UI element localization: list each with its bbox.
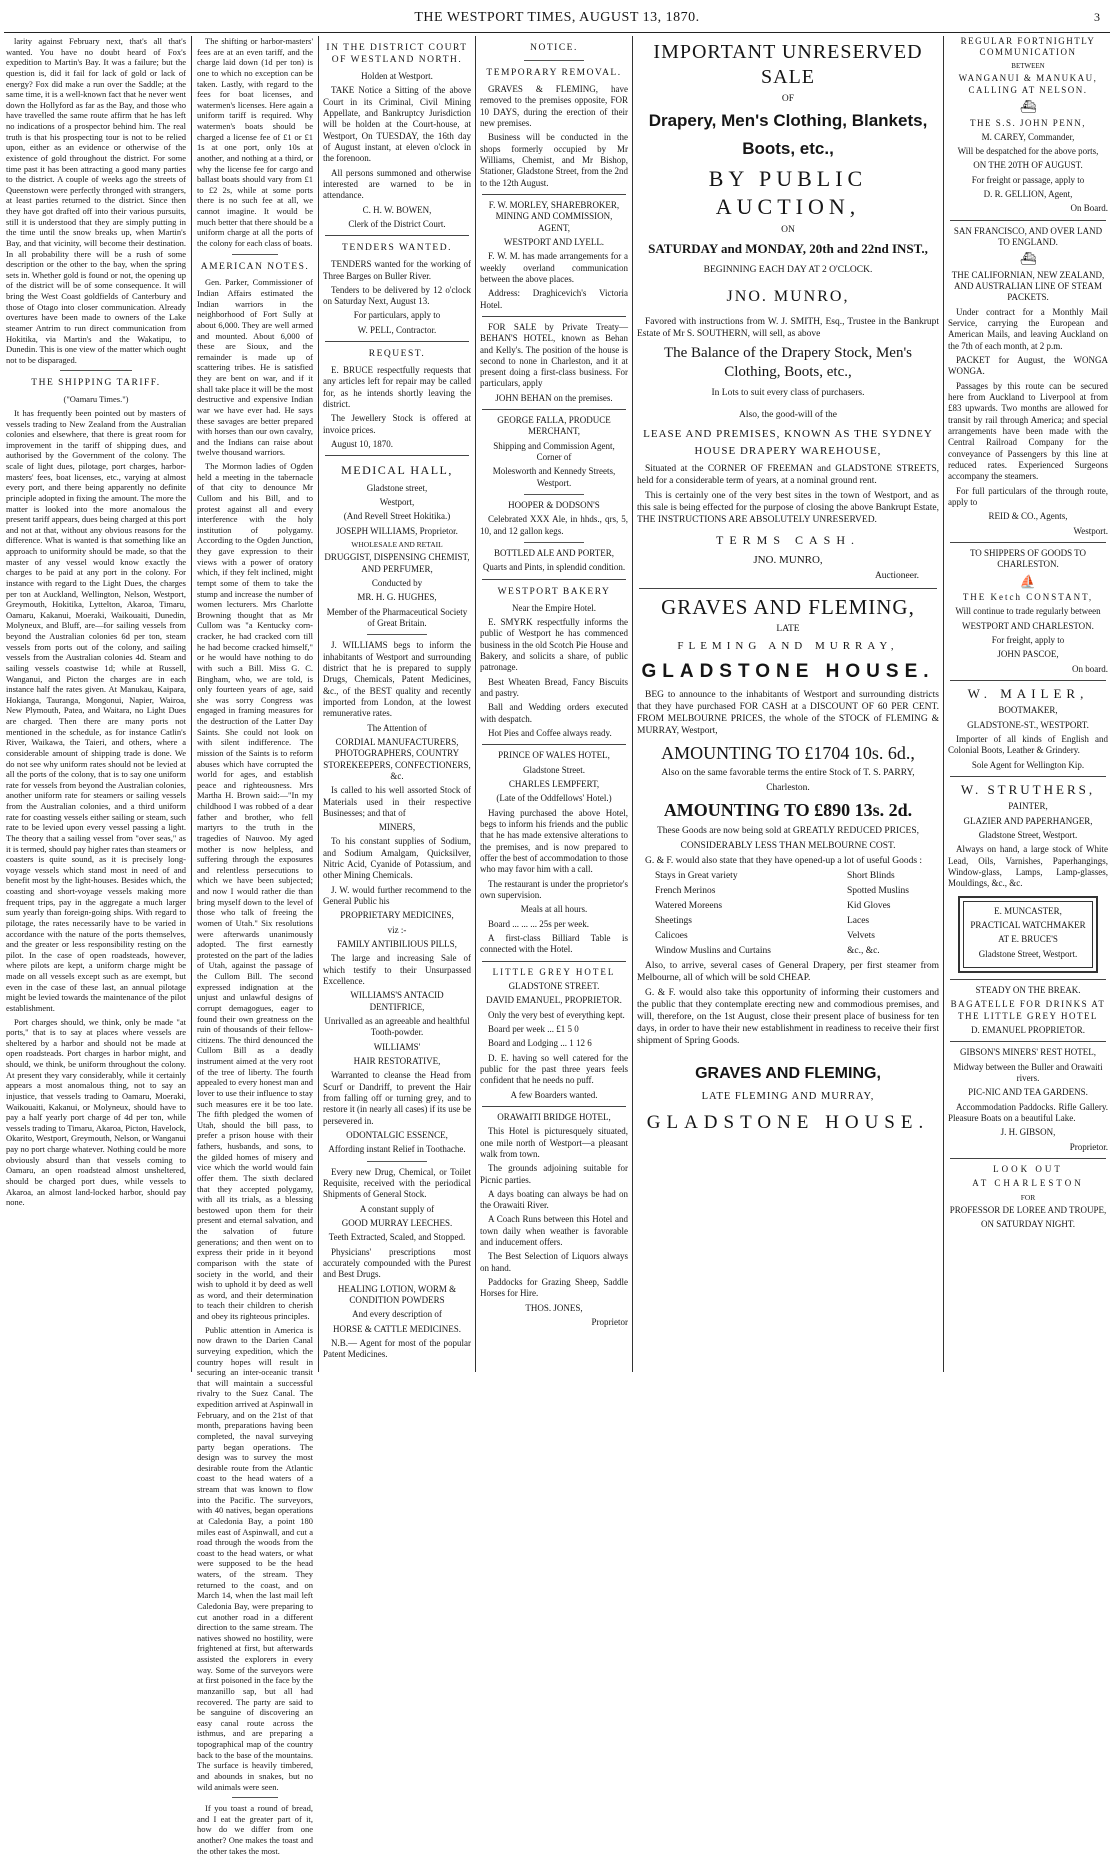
ad-line: DRUGGIST, DISPENSING CHEMIST, AND PERFUMER,	[324, 552, 470, 574]
terms-line: TERMS CASH.	[715, 532, 861, 547]
ad-body: A first-class Billiard Table is connected with the Hotel.	[480, 932, 628, 955]
ad-body: Paddocks for Grazing Sheep, Saddle Horses for Hire.	[480, 1277, 628, 1299]
ad-line: PROFESSOR DE LOREE AND TROUPE,	[949, 1205, 1107, 1216]
ad-line: THE S.S. JOHN PENN,	[969, 117, 1086, 128]
ad-line: Teeth Extracted, Scaled, and Stopped.	[328, 1232, 466, 1243]
ad-heading: LITTLE GREY HOTEL	[492, 966, 616, 977]
divider	[60, 370, 132, 371]
column-2	[197, 36, 313, 1856]
ad-body: TENDERS wanted for the working of Three Barges on Buller River.	[323, 259, 471, 281]
ad-body: GRAVES & FLEMING, have removed to the premises opposite, FOR 10 DAYS, during the erection of their new premises.	[480, 83, 628, 128]
goods-item: Short Blinds	[846, 870, 895, 881]
ad-body: The restaurant is under the proprietor's own supervision.	[480, 878, 628, 900]
ad-heading: W. STRUTHERS,	[960, 782, 1096, 798]
ad-line: ON SATURDAY NIGHT.	[981, 1219, 1075, 1230]
ad-line: On board.	[1072, 663, 1108, 674]
ad-line: Also on the same favorable terms the entire Stock of T. S. PARRY,	[661, 768, 915, 779]
ad-line: PIC-NIC AND TEA GARDENS.	[968, 1087, 1088, 1098]
ad-line: Gladstone Street, Westport.	[978, 830, 1078, 841]
ad-body: G. & F. would also state that they have opened-up a lot of useful Goods :	[645, 856, 923, 866]
ad-line: MINERS,	[378, 822, 416, 833]
ad-line: GLAZIER AND PAPERHANGER,	[963, 815, 1093, 826]
ad-heading: MEDICAL HALL,	[341, 463, 453, 478]
ad-body: A days boating can always be had on the Orawaiti River.	[480, 1188, 628, 1211]
goods-list	[637, 871, 939, 961]
ad-body: J. W. would further recommend to the General Public his	[323, 884, 471, 907]
ad-body: Importer of all kinds of English and Colonial Boots, Leather & Grindery.	[948, 734, 1108, 756]
newspaper-title: THE WESTPORT TIMES, AUGUST 13, 1870.	[414, 10, 700, 25]
ad-body: Board per week ... £1 5 0	[488, 1023, 579, 1034]
ad-body: Under contract for a Monthly Mail Service, carrying the European and American Mails, and leaving Auckland on the 7th of each month, at 2 p.m.	[948, 306, 1108, 351]
ad-divider	[482, 409, 626, 410]
ad-headline: GRAVES AND FLEMING,	[695, 1064, 881, 1082]
ad-line: THE Ketch CONSTANT,	[962, 592, 1094, 603]
ad-headline: Boots, etc.,	[742, 138, 834, 158]
ad-heading: HOOPER & DODSON'S	[508, 500, 600, 511]
ad-divider	[325, 235, 469, 236]
ad-body: Every new Drug, Chemical, or Toilet Requisite, received with the periodical Shipments of General Stock.	[323, 1166, 471, 1200]
ad-line: WESTPORT AND CHARLESTON.	[962, 620, 1094, 631]
article-source: ("Oamaru Times.")	[63, 394, 129, 405]
ad-divider	[325, 455, 469, 456]
ad-body: Also, to arrive, several cases of General Drapery, per first steamer from Melbourne, all of which will be sold CHEAP.	[637, 960, 939, 983]
ad-body: Situated at the CORNER OF FREEMAN and GLADSTONE STREETS, held for a considerable term of years, at a nominal ground rent.	[637, 463, 939, 486]
notice-heading: NOTICE.	[530, 43, 578, 53]
ad-body: J. WILLIAMS begs to inform the inhabitants of Westport and surrounding district that he is prepared to supply Drugs, Chemicals, Patent Medicines, &c., of the BEST quality and recently imported from London, at the lowest remunerative rates.	[323, 640, 471, 719]
notice-heading: IN THE DISTRICT COURT OF WESTLAND NORTH.	[326, 43, 468, 65]
ad-body: This is certainly one of the very best sites in the town of Westport, and as this sale is being effected for the purpose of closing the above Bankrupt Estate, THE INSTRUCTIONS ARE ABSOLUTELY UNRESERVED.	[637, 490, 939, 525]
ad-amount: AMOUNTING TO £890 13s. 2d.	[663, 800, 913, 821]
ad-body: Best Wheaten Bread, Fancy Biscuits and pastry.	[480, 676, 628, 699]
divider	[232, 254, 278, 255]
ad-line: PRACTICAL WATCHMAKER	[970, 920, 1086, 931]
ad-line: ON THE 20TH OF AUGUST.	[973, 160, 1083, 171]
ad-heading: TO SHIPPERS OF GOODS TO CHARLESTON.	[969, 548, 1087, 570]
steamship-icon: ⛴	[1019, 251, 1037, 267]
goods-item: Stays in Great variety	[655, 870, 738, 881]
ad-line: REID & CO., Agents,	[988, 511, 1068, 522]
notice-heading: TEMPORARY REMOVAL.	[486, 67, 622, 78]
ad-line: A constant supply of	[359, 1203, 435, 1214]
ad-line: BOOTMAKER,	[998, 705, 1058, 716]
ad-body: Only the very best of everything kept.	[488, 1009, 625, 1020]
notice-body: TAKE Notice a Sitting of the above Court in its Criminal, Civil Mining Appellate, and Bankruptcy Jurisdiction will be holden at the Court-house, at Westport, On TUESDAY, the 16th day of August instant, at eleven o'clock in the forenoon.	[323, 85, 471, 164]
ad-divider	[950, 776, 1106, 777]
ad-line: PAINTER,	[1008, 801, 1048, 812]
ad-line: MR. H. G. HUGHES,	[357, 592, 437, 603]
column-3	[323, 36, 471, 1370]
court-notice	[323, 43, 471, 230]
ad-body: This Hotel is picturesquely situated, one mile north of Westport—a pleasant walk from town.	[480, 1126, 628, 1159]
ad-line: Meals at all hours.	[520, 904, 588, 915]
ad-line: CHARLES LEMPFERT,	[508, 778, 600, 789]
ad-heading: ORAWAITI BRIDGE HOTEL,	[497, 1111, 611, 1122]
ad-divider	[950, 680, 1106, 681]
ad-heading: GEORGE FALLA, PRODUCE MERCHANT,	[497, 415, 611, 437]
ad-line: FLEMING AND MURRAY,	[677, 640, 899, 653]
column-rule	[943, 36, 944, 1372]
ad-line: A few Boarders wanted.	[510, 1089, 598, 1100]
ad-line: M. CAREY, Commander,	[981, 131, 1075, 142]
ad-signer: JNO. MUNRO,	[753, 553, 823, 566]
ad-body: G. & F. would also take this opportunity of informing their customers and the public that they contemplate erecting new and commodious premises, and will, therefore, on the 1st August, close their present place of business for ten days, in order to have their new establishment in readiness to receive their first shipment of Spring Goods.	[637, 987, 939, 1046]
ad-line: (Late of the Oddfellows' Hotel.)	[496, 793, 612, 804]
ad-headline: GLADSTONE HOUSE.	[646, 1111, 930, 1133]
ad-heading: BOTTLED ALE AND PORTER,	[494, 548, 614, 559]
steamship-icon: ⛴	[1019, 99, 1037, 115]
goods-item: Watered Moreens	[655, 900, 723, 911]
article-paragraph: If you toast a round of bread, and I eat the greater part of it, how do we differ from one another? One makes the toast and the other takes the most.	[197, 1803, 313, 1856]
ad-line: Affording instant Relief in Toothache.	[328, 1144, 466, 1155]
ad-body: Physicians' prescriptions most accurately compounded with the Purest and Best Drugs.	[323, 1246, 471, 1280]
divider	[524, 542, 583, 543]
ad-line: In Lots to suit every class of purchasers.	[711, 387, 865, 398]
ad-signer-title: Proprietor	[591, 1317, 628, 1328]
ad-line: The Attention of	[367, 722, 427, 733]
ad-line: (And Revell Street Hokitika.)	[343, 511, 451, 522]
ad-line: On Board.	[1070, 203, 1108, 214]
divider	[524, 60, 583, 61]
ad-line: Molesworth and Kennedy Streets, Westport.	[492, 466, 616, 488]
ad-line: Also, the good-will of the	[739, 409, 837, 420]
auctioneer-name: JNO. MUNRO,	[726, 287, 850, 305]
article-paragraph: The Mormon ladies of Ogden held a meeting in the tabernacle of that city to denounce Mr Cullom and his Bill, and to protest against all and every interference with the holy institution of polygamy. According to the Ogden Junction, they gave expression to their views with a power of oratory which, if they felt inclined, might tempt some of them to take the stump and increase the number of women lecturers. Mrs Charlotte Browning thought that as Mr Cullom was "a Kentucky corn-cracker, he had cracked corn till he had become cracked himself," or he would have nothing to do with such a Bill. Miss G. C. Bingham, who, we are told, is only fourteen years of age, said she was sorry Congress was engaged in framing measures for the destruction of the Latter Day Saints. She could not look on with silent indifference. The mission of the Saints is to reform abuses which have corrupted the world for ages, and establish peace and righteousness. Mrs Martha H. Brown said:—"In my childhood I was robbed of a dear father and brother, who fell martyrs to the truth in the tragedies of Nauvoo. My aged mother is now helpless, and suffering through the exposures and relentless persecutions to which we have been subjected; and now I would rather die than bring myself down to the level of those who talk of freeing the women of Utah." Six resolutions were afterwards unanimously adopted. The first earnestly protested on the part of the ladies of Utah, against the passage of the Cullom Bill. The second expressed indignation at the unjust and unlawful designs of corrupt demagogues, eager to found their own greatness on the ruin of thousands of their fellow-citizens. The third denounced the Cullom Bill as a deadly instrument aimed at the very root of the tree of liberty. The fourth appealed to every honest man and lover to use their influence to stay such measures ere it be too late. The fifth pledged the women of Utah, should the bill pass, to prefer a prison house with their fathers, husbands, and sons, to the gilded homes of misery and vice which the world would fain offer them. The sixth declared that they accepted polygamy, with all its trials, as a blessing bestowed upon them for their present and eternal salvation, and the salvation of future generations; and then went on to express their pride in it beyond comparison with the state of society in the world, and their wish to uphold it by deed as well as word, and their determination to teach their children to cherish and obey its righteous principles.	[197, 461, 313, 1321]
ad-divider	[325, 341, 469, 342]
ad-divider	[482, 961, 626, 962]
notice-signer-title: Clerk of the District Court.	[348, 218, 446, 229]
ad-body: For full particulars of the through route, apply to	[948, 485, 1108, 508]
column-6	[948, 36, 1108, 1370]
ad-line: Shipping and Commission Agent, Corner of	[493, 440, 615, 463]
goods-item: Laces	[846, 915, 870, 926]
ad-heading: F. W. MORLEY, SHAREBROKER, MINING AND COMMISSION, AGENT,	[488, 199, 620, 233]
ad-heading: REQUEST.	[368, 349, 426, 360]
ad-body: E. SMYRK respectfully informs the public of Westport he has commenced business in the old Scotch Pie House and Bakery, and solicits a share, of public patronage.	[480, 617, 628, 673]
ad-line: Charleston.	[766, 783, 810, 794]
ad-line: CONSIDERABLY LESS THAN MELBOURNE COST.	[680, 841, 896, 852]
ad-body: Celebrated XXX Ale, in hhds., qrs, 5, 10, and 12 gallon kegs.	[480, 514, 628, 536]
ad-line: viz :-	[387, 924, 407, 935]
ad-divider	[482, 579, 626, 580]
ad-line: Near the Empire Hotel.	[512, 602, 596, 613]
ad-line: AT E. BRUCE'S	[998, 934, 1058, 945]
ad-body: Hot Pies and Coffee always ready.	[488, 728, 612, 738]
ad-line: These Goods are now being sold at GREATLY REDUCED PRICES,	[656, 826, 920, 837]
ad-line: LATE	[776, 624, 800, 635]
ad-line: AT CHARLESTON	[972, 1178, 1084, 1189]
ad-line: DAVID EMANUEL, PROPRIETOR.	[486, 995, 622, 1006]
ad-body: Tenders to be delivered by 12 o'clock on Saturday Next, August 13.	[323, 284, 471, 307]
ad-body: The large and increasing Sale of which testify to their Unsurpassed Excellence.	[323, 953, 471, 987]
column-rule	[191, 36, 192, 1372]
ad-line: WHOLESALE AND RETAIL	[351, 539, 443, 549]
ad-line: JOHN PASCOE,	[997, 649, 1059, 660]
goods-item: Kid Gloves	[846, 900, 891, 911]
ad-headline: BY PUBLIC AUCTION,	[708, 166, 868, 219]
ad-body: Accommodation Paddocks. Rifle Gallery. Pleasure Boats on a beautiful Lake.	[948, 1101, 1108, 1123]
request-ad	[323, 349, 471, 450]
ad-line: Gladstone Street, Westport.	[978, 948, 1078, 959]
ad-body: D. E. having so well catered for the public for the past three years feels confident that he needs no puff.	[480, 1052, 628, 1086]
ad-divider	[950, 1041, 1106, 1042]
ad-heading: SAN FRANCISCO, AND OVER LAND TO ENGLAND.	[953, 225, 1103, 248]
ad-line: Gladstone Street.	[523, 764, 585, 775]
ad-line: JOSEPH WILLIAMS, Proprietor.	[336, 525, 458, 536]
ad-line: Quarts and Pints, in splendid condition.	[482, 562, 626, 573]
column-5	[637, 36, 939, 1370]
column-rule	[475, 36, 476, 1372]
ad-headline: GLADSTONE HOUSE.	[641, 660, 935, 682]
goods-item: &c., &c.	[846, 945, 880, 956]
ad-line: For freight, apply to	[991, 635, 1065, 646]
ad-heading: WESTPORT BAKERY	[497, 586, 611, 597]
ad-line: For freight or passage, apply to	[971, 174, 1085, 185]
ad-heading: W. MAILER,	[967, 686, 1089, 702]
ad-signer: JOHN BEHAN on the premises.	[495, 392, 613, 403]
ad-body: For particulars, apply to	[353, 310, 441, 321]
ad-body: Always on hand, a large stock of White Lead, Oils, Varnishes, Paperhangings, Window-glass, Lamps, Lamp-glasses, Mouldings, &c., &c.	[948, 844, 1108, 889]
article-paragraph: Port charges should, we think, only be made "at ports," that is to say at places where vessels are sheltered by a harbor and should not be made at open roadsteads. Port charges in harbor might, and should, we think, be uniform throughout the colony. At present they vary considerably, while it certainly appears a most anomalous thing, not to say an injustice, that vessels trading to Oamaru, Moeraki, Waikouaiti, Kakanui, or Molyneux, should have to pay a half yearly port charge of 4d per ton, while vessels trading to Timaru, Akaroa, Picton, Havelock, Okarito, Westport, Greymouth, Nelson, or Wanganui pay no port charge whatever. Nothing could be more obviously absurd than that vessels coming to Oamaru, an open roadstead almost unsheltered, should be charged port dues, while vessels to Akaroa, an almost land-locked harbor, should pay none.	[6, 1016, 186, 1208]
goods-item: Window Muslins and Curtains	[655, 945, 771, 956]
ad-line: Westport.	[1073, 525, 1108, 536]
ad-line: D. R. GELLION, Agent,	[983, 189, 1073, 200]
ad-body: To his constant supplies of Sodium, and Sodium Amalgam, Quicksilver, Nitric Acid, Cyanide of Potassium, and other Mining Chemicals.	[323, 836, 471, 881]
goods-item: Sheetings	[655, 915, 692, 926]
ad-line: WILLIAMS'S ANTACID DENTIFRICE,	[350, 990, 444, 1012]
ad-body: F. W. M. has made arrangements for a weekly overland communication between the above places.	[480, 251, 628, 284]
ad-heading: LOOK OUT	[993, 1163, 1063, 1174]
ad-body: Passages by this route can be secured here from Auckland to Liverpool at from £83 upwards. Two months are allowed for transit by rail through America; and special arrangements have been made with the Central Railroad Company for the conveyance of Passengers by this line at reduced rates. Experienced Surgeons accompany the steamers.	[948, 380, 1108, 482]
article-heading: AMERICAN NOTES.	[200, 261, 310, 272]
ad-date: August 10, 1870.	[331, 439, 394, 450]
ad-line: WILLIAMS'	[373, 1041, 421, 1052]
ad-body: Is called to his well assorted Stock of Materials used in their respective Businesses; and that of	[323, 785, 471, 818]
ad-line: FAMILY ANTIBILIOUS PILLS,	[337, 939, 457, 950]
ad-body: The Jewellery Stock is offered at invoice prices.	[323, 413, 471, 435]
ad-body: Board ... ... ... 25s per week.	[488, 918, 589, 929]
ad-line: Will continue to trade regularly between	[955, 606, 1101, 617]
ad-divider	[482, 316, 626, 317]
ad-line: CORDIAL MANUFACTURERS, PHOTOGRAPHERS, COUNTRY STOREKEEPERS, CONFECTIONERS, &c.	[323, 736, 471, 781]
ad-line: D. EMANUEL PROPRIETOR.	[970, 1025, 1085, 1036]
article-heading: THE SHIPPING TARIFF.	[31, 378, 161, 389]
ad-divider	[482, 1106, 626, 1107]
ad-line: PROPRIETARY MEDICINES,	[340, 910, 454, 921]
tenders-ad	[323, 243, 471, 336]
ad-line: FOR	[1020, 1192, 1036, 1202]
ad-line: BEGINNING EACH DAY AT 2 O'CLOCK.	[703, 264, 873, 275]
ad-divider	[482, 744, 626, 745]
ad-divider	[950, 1158, 1106, 1159]
divider	[367, 634, 426, 635]
divider	[367, 1161, 426, 1162]
column-rule	[632, 36, 633, 1372]
divider	[524, 494, 583, 495]
ad-line: BAGATELLE FOR DRINKS AT THE LITTLE GREY HOTEL	[950, 999, 1106, 1021]
ad-line: Member of the Pharmaceutical Society of Great Britain.	[326, 606, 468, 628]
article-paragraph: larity against February next, that's all that's wanted. You have no doubt heard of Fox's expedition to Martin's Bay. It was a failure; but the question is, did it fail for lack of gold or lack of energy? Fox did make a run over the Saddle; at the same time, it is a well-known fact that he never went down the Hollyford as far as the Bay, and those who have travelled the same route affirm that he has left no indications of a prospector behind him. The real truth is that his prospecting tour is not to be relied upon, either as an evidence or otherwise of the existence of gold throughout the district. For some time past it has been attracting a good many parties to the district. A couple of weeks ago the streets of Queenstown were perfectly thronged with strangers, at least parties returned to the district. Since then they have got drafted off into their various pursuits, still it is understood that they are simply putting in the time until the snow breaks up, when Martin's Bay, and that vicinity, will become their destination. In all probability there will be a rush of some description or the other to the bay, when the spring sets in. Whether gold is found or not, the opening up of the district will be of some consequence. It will bring the West Coast goldfields of Canterbury and those of Otago into closer communication. Already overtures have been made to owners of the Lake steamer Antrim to run direct communication from Hokitika, via Martin's and the Wakatipu, to Dunedin. This is one view of the matter which ought not to be disparaged.	[6, 36, 186, 365]
ad-body: Board and Lodging ... 1 12 6	[488, 1038, 592, 1049]
article-paragraph: Public attention in America is now drawn to the Darien Canal surveying expedition, which the country hopes will result in securing an inter-oceanic transit that will maintain a successful rivalry to the Suez Canal. The expedition arrived at Aspinwall in February, and on the 21st of that month, preparations having been completed, the naval surveying party began operations. The design was to survey the most desirable route from the Atlantic coast to the head waters of a stream that was known to flow into the Pacific. The surveyors, with 40 natives, began operations at Caledonia Bay, a point 180 miles east of Aspinwall, and cut a road through the woods from the coast to the head waters, or what were supposed to be the head waters, of the stream. They returned to the coast, and on March 14, when the last mail left Caledonia Bay, were preparing to cut another road in a different direction to the same stream. The natives showed no hostility, were frightened at first, but afterwards assisted the explorers in every way. Some of the surveyors were at first poisoned in the face by the manzanillo sap, but all had recovered. The party are said to be sanguine of discovering an easy canal route across the isthmus, and are preparing a topographical map of the country back to the base of the mountains. The surface is heavily timbered, and abounds in snakes, but no wild animals were seen.	[197, 1324, 313, 1792]
ad-heading: STEADY ON THE BREAK.	[975, 985, 1081, 996]
ad-line: Midway between the Buller and Orawaiti rivers.	[953, 1061, 1103, 1084]
ad-headline: GRAVES AND FLEMING,	[661, 594, 915, 619]
ad-line: OF	[781, 94, 795, 105]
goods-item: Velvets	[846, 930, 875, 941]
ketch-icon: ⛵	[1019, 573, 1037, 589]
ad-line: WANGANUI & MANUKAU, CALLING AT NELSON.	[958, 73, 1098, 95]
ad-line: Sole Agent for Wellington Kip.	[971, 759, 1085, 770]
ad-body: Business will be conducted in the shops formerly occupied by Mr Williams, Chemist, and Mr Bishop, Stationer, Gladstone Street, from the 2nd to the 12th August.	[480, 132, 628, 188]
medical-hall-ad	[323, 463, 471, 1360]
ad-line: WESTPORT AND LYELL.	[503, 236, 605, 247]
goods-item: Calicoes	[655, 930, 688, 941]
ad-headline: IMPORTANT UNRESERVED SALE	[653, 41, 923, 89]
ad-body: FOR SALE by Private Treaty—BEHAN'S HOTEL, known as Behan and Kelly's. The position of the house is second to none in Charleston, and it at present doing a first-class business. For particulars, apply	[480, 321, 628, 389]
notice-body: All persons summoned and otherwise interested are warned to be in attendance.	[323, 167, 471, 201]
ad-heading: TENDERS WANTED.	[342, 243, 452, 254]
column-4	[480, 36, 628, 1370]
ad-divider	[639, 588, 937, 589]
ad-headline: Drapery, Men's Clothing, Blankets,	[648, 111, 928, 131]
ad-amount: AMOUNTING TO £1704 10s. 6d.,	[661, 742, 915, 763]
ad-body: N.B.— Agent for most of the popular Patent Medicines.	[323, 1337, 471, 1360]
masthead	[0, 0, 1114, 34]
ad-line: GLADSTONE-ST., WESTPORT.	[967, 719, 1089, 730]
ad-divider	[950, 542, 1106, 543]
ad-body: Ball and Wedding orders executed with despatch.	[480, 702, 628, 724]
ad-body: Having purchased the above Hotel, begs to inform his friends and the public that he has made extensive alterations to the premises, and is now prepared to offer the best of accommodation to those who may favor him with a call.	[480, 807, 628, 875]
ad-signer: W. PELL, Contractor.	[357, 324, 437, 335]
ad-body: The grounds adjoining suitable for Picnic parties.	[480, 1163, 628, 1185]
ad-heading: PRINCE OF WALES HOTEL,	[498, 750, 610, 761]
ad-headline: The Balance of the Drapery Stock, Men's Clothing, Boots, etc.,	[663, 345, 913, 380]
ad-body: The Best Selection of Liquors always on hand.	[480, 1251, 628, 1273]
ad-body: Favored with instructions from W. J. SMITH, Esq., Trustee in the Bankrupt Estate of Mr S. SOUTHERN, will sell, as above	[637, 317, 939, 340]
ad-body: E. BRUCE respectfully requests that any articles left for repair may be called for, as he intends shortly leaving the district.	[323, 365, 471, 410]
ad-divider	[950, 220, 1106, 221]
ad-signer-title: Auctioneer.	[874, 570, 919, 581]
page-number: 3	[1094, 10, 1100, 24]
ad-line: HEALING LOTION, WORM & CONDITION POWDERS	[337, 1283, 457, 1305]
ad-line: And every description of	[352, 1309, 442, 1320]
ad-body: BEG to announce to the inhabitants of Westport and surrounding districts that they have purchased FOR CASH at a DISCOUNT OF 60 PER CENT. FROM MELBOURNE PRICES, the whole of the STOCK of FLEMING & MURRAY, Westport,	[637, 689, 939, 736]
column-rule	[318, 36, 319, 1372]
ad-body: Warranted to cleanse the Head from Scurf or Dandriff, to prevent the Hair from falling off or turning grey, and to restore it (in nearly all cases) if its use be persevered in.	[323, 1070, 471, 1126]
ad-line: ODONTALGIC ESSENCE,	[346, 1130, 448, 1141]
ad-line: Will be despatched for the above ports,	[957, 146, 1099, 157]
ad-line: Unrivalled as an agreeable and healthful Tooth-powder.	[324, 1016, 470, 1038]
ad-line: GLADSTONE STREET.	[508, 980, 600, 991]
notice-signer: C. H. W. BOWEN,	[362, 204, 432, 215]
ad-dates: SATURDAY and MONDAY, 20th and 22nd INST.,	[648, 240, 928, 256]
ad-line: BETWEEN	[1011, 61, 1045, 70]
ad-line: LEASE AND PREMISES, KNOWN AS THE SYDNEY HOUSE DRAPERY WAREHOUSE,	[643, 427, 933, 458]
ad-heading: REGULAR FORTNIGHTLY COMMUNICATION	[960, 36, 1096, 58]
article-paragraph: Gen. Parker, Commissioner of Indian Affairs estimated the Indian warriors in the neighborhood of Fort Sully at about 6,000. They are well armed and mounted. About 6,000 of these are Sioux, and the remainder is made up of scattering tribes. He is satisfied they are bent on war, and if it shall take place it will be the most destructive and expensive Indian war we have ever had. He says these savages are better prepared with horses than our own cavalry, and the Indians can raise about twelve thousand warriors.	[197, 277, 313, 458]
goods-item: French Merinos	[655, 885, 716, 896]
masthead-rule	[4, 32, 1110, 33]
ad-body: PACKET for August, the WONGA WONGA.	[948, 355, 1108, 377]
watchmaker-ad	[958, 896, 1098, 973]
divider	[232, 1797, 278, 1798]
ad-line: LATE FLEMING AND MURRAY,	[701, 1090, 875, 1102]
ad-divider	[482, 194, 626, 195]
ad-line: Gladstone street,	[366, 482, 428, 493]
ad-heading: THE CALIFORNIAN, NEW ZEALAND, AND AUSTRALIAN LINE OF STEAM PACKETS.	[951, 269, 1105, 303]
goods-item: Spotted Muslins	[846, 885, 909, 896]
ad-signer-title: Proprietor.	[1069, 1141, 1108, 1152]
article-paragraph: It has frequently been pointed out by masters of vessels trading to New Zealand from the Australian colonies and elsewhere, that there is great room for improvement in the tariff of shipping dues, and authorised by the Government of the colony. The scale of light dues, pilotage, port charges, harbor-masters' fees, boat licenses, etc., varying at almost every port, and there being apparently no definite principle adopted in fixing the amount. The more the matter is looked into the more anomalous the present tariff appears, dues being charged at this port and not at that, without any obvious reasons for the difference. What is wanted is that something like an approach to uniformity should be made, so that the master of any vessel would know exactly the charges to be paid at any port in the colony. For instance with regard to the Light Dues, the charges per ton at Auckland, Wellington, Nelson, Westport, Greymouth, Hokitika, Lyttelton, Akaroa, Timaru, Oamaru, Kakanui, Moeraki, Waikouaiti, Dunedin, Molyneux, and Bluff, are—for sailing vessels from beyond the Australian colonies 6d per ton, steam vessels from ports out of the colony, and sailing vessels from the Australian colonies 4d. Steam and sailing vessels coastwise 1d; while at Russell, Wanganui, and Picton the charges are in each instance half the rates given. At Manukau, Kaipara, Hokianga, Tauranga, Mongonui, Napier, Wairoa, New Plymouth, Patea, and Waitara, no Light Dues are charged. Then there are many ports not mentioned in the schedule, as for instance Catlin's River, Waikawa, the Taieri, and others, where a considerable amount of shipping trade is done. We do not see why uniform rates should not be levied at all the ports of the colony, that is to say one uniform rate for vessels from beyond the Australian colonies, another uniform rate for steamers or sailing vessels from the Australian colonies, and a third uniform rate for coasting vessels either sailing or steam, such rate to be levied upon every vessel passing a light. The theory that a sailing vessel from "over seas," as it is termed, should pay higher rates than steamers or coasters is quite sound, as it is precisely long-voyage vessels which stand most in need of and benefit most by the light-houses. Besides which, the coasting and short-voyage vessels making more frequent trips, pay in the aggregate a much larger sum yearly than foreign-going ships. With regard to pilotage, the rates necessarily have to be varied in accordance with the nature of the ports themselves, and the greater or less responsibility resting on the pilot. In the case of open roadsteads, however, where pilots are kept, a uniform charge might be made on all vessels except such as are exempt, but even in the case of these last, an annual pilotage might be levied towards the maintenance of the pilot establishment.	[6, 407, 186, 1013]
ad-heading: GIBSON'S MINERS' REST HOTEL,	[959, 1047, 1097, 1058]
ad-signer: J. H. GIBSON,	[1000, 1127, 1056, 1138]
article-paragraph: The shifting or harbor-masters' fees are at an even tariff, and the charge laid down (1d per ton) is one to which no exception can be taken. Lastly, with regard to the fees for boat licenses, and watermen's licenses. Here again a uniform tariff is required. Why watermen's boats should be charged a license fee of £1 or £1 1s at one port, only 10s at another, and nothing at a third, or why the license fee for cargo and ballast boats should vary from £1 to £2 2s, while at some ports there is no such fee at all, we cannot imagine. It would be much better that there should be a uniform charge at all the ports of the colony for each class of boats.	[197, 36, 313, 248]
ad-line: HORSE & CATTLE MEDICINES.	[333, 1323, 461, 1334]
ad-line: Westport,	[379, 496, 415, 507]
ad-line: HAIR RESTORATIVE,	[353, 1056, 441, 1067]
column-1	[6, 36, 186, 1370]
ad-line: Conducted by	[371, 577, 423, 588]
ad-line: E. MUNCASTER,	[994, 905, 1062, 916]
ad-line: ON	[781, 224, 795, 235]
ad-body: Address: Draghicevich's Victoria Hotel.	[480, 288, 628, 310]
notice-subtitle: Holden at Westport.	[361, 70, 433, 81]
ad-divider	[950, 979, 1106, 980]
ad-line: GOOD MURRAY LEECHES.	[341, 1218, 453, 1228]
ad-body: A Coach Runs between this Hotel and town daily when weather is favorable and inducement offers.	[480, 1214, 628, 1248]
ad-signer: THOS. JONES,	[525, 1302, 583, 1313]
